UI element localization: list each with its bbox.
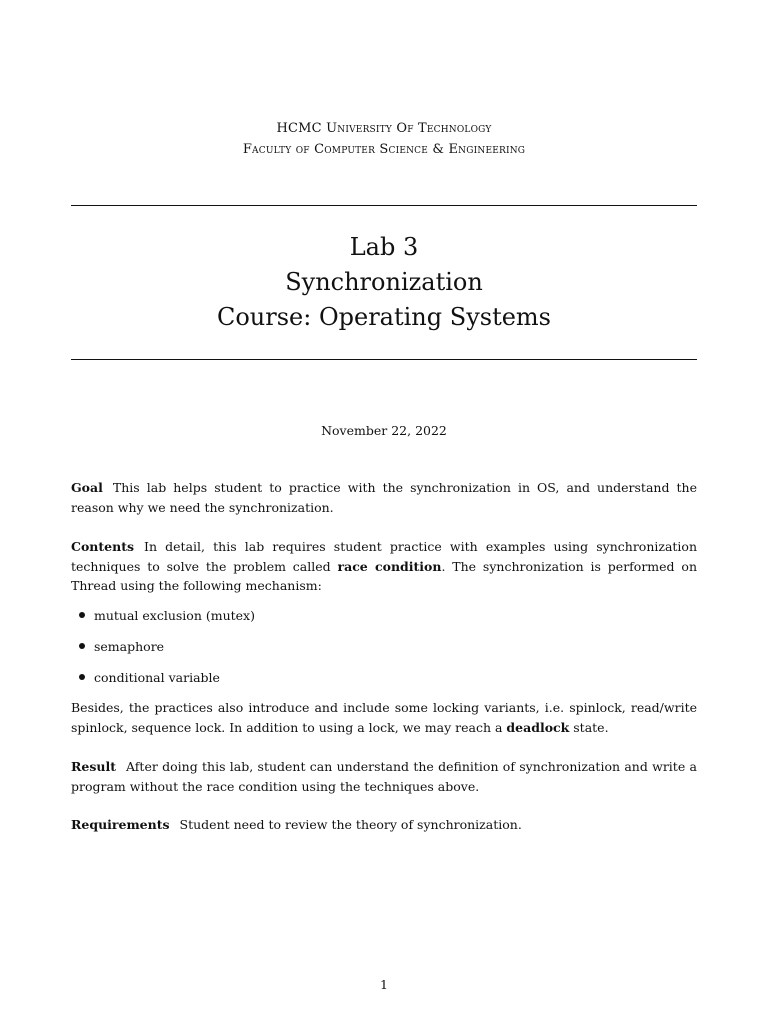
list-item-text: semaphore	[94, 639, 165, 654]
besides-paragraph	[71, 698, 697, 737]
title-rule-bottom	[71, 359, 697, 360]
lab-topic: Synchronization	[285, 268, 483, 296]
list-item	[79, 606, 679, 637]
list-item-text: mutual exclusion (mutex)	[94, 608, 255, 623]
bullet-icon	[79, 674, 85, 680]
bullet-icon	[79, 612, 85, 618]
goal-label: Goal	[71, 480, 103, 495]
result-text: After doing this lab, student can understand the definition of synchronization and write a program without the race condition using the techniques above.	[71, 759, 697, 794]
institution-name: HCMC University Of Technology	[276, 121, 492, 136]
contents-text-before: In detail, this lab requires student practice with examples using synchronization techniques to solve the problem called	[71, 539, 697, 574]
lab-title: Lab 3	[349, 233, 419, 261]
course-name: Course: Operating Systems	[216, 303, 551, 331]
result-label: Result	[71, 759, 116, 774]
deadlock-term: deadlock	[506, 719, 570, 735]
title-rule-top	[71, 205, 697, 206]
requirements-text: Student need to review the theory of synchronization.	[179, 817, 522, 832]
page-number: 1	[380, 977, 388, 992]
goal-text: This lab helps student to practice with the synchronization in OS, and understand the reason why we need the synchronization.	[71, 480, 697, 515]
requirements-label: Requirements	[71, 817, 170, 832]
contents-text-after: . The synchronization is performed on Thread using the following mechanism:	[71, 558, 697, 593]
requirements-paragraph	[71, 815, 697, 835]
mechanism-list	[79, 606, 679, 699]
list-item	[79, 668, 679, 699]
contents-paragraph	[71, 537, 697, 596]
result-paragraph	[71, 757, 697, 796]
besides-text-after: state.	[569, 719, 609, 735]
list-item	[79, 637, 679, 668]
list-item-text: conditional variable	[94, 670, 220, 685]
document-date: November 22, 2022	[321, 423, 447, 438]
race-condition-term: race condition	[337, 558, 442, 574]
goal-paragraph	[71, 478, 697, 517]
contents-label: Contents	[71, 539, 135, 554]
besides-text-before: Besides, the practices also introduce and include some locking variants, i.e. spinlock, read/write spinlock, sequence lock. In addition to using a lock, we may reach a	[71, 700, 697, 735]
bullet-icon	[79, 643, 85, 649]
faculty-name: Faculty of Computer Science & Engineering	[242, 142, 526, 157]
